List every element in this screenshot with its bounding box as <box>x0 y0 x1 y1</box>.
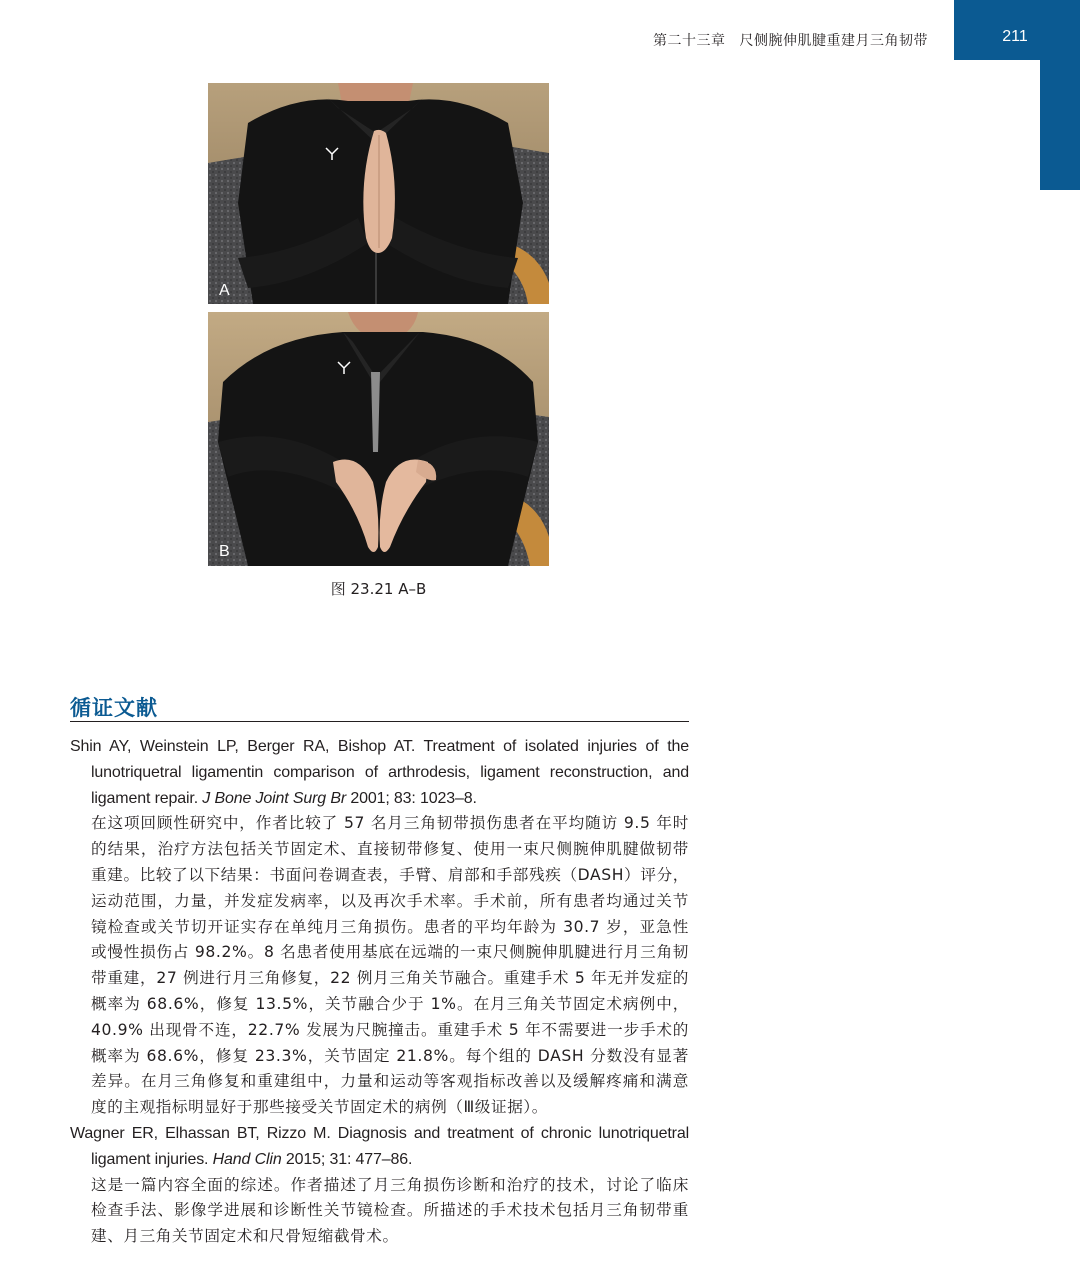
page-tab-strip <box>1040 60 1080 190</box>
chapter-title: 尺侧腕伸肌腱重建月三角韧带 <box>739 33 928 49</box>
reference-citation: Shin AY, Weinstein LP, Berger RA, Bishop AT. Treatment of isolated injuries of the lunotriquetral ligamentin comparison of arthrodesis, ligament reconstruction, and ligament repair. J Bone Joint Surg Br 2001; 83: 1023–8. <box>70 738 689 807</box>
reference-citation: Wagner ER, Elhassan BT, Rizzo M. Diagnosis and treatment of chronic lunotriquetral ligament injuries. Hand Clin 2015; 31: 477–86. <box>70 1124 689 1168</box>
chapter-number: 第二十三章 <box>653 33 726 49</box>
figure-caption: 图 23.21 A–B <box>330 580 427 598</box>
reference-list <box>70 734 689 1250</box>
journal-name: Hand Clin <box>212 1150 282 1168</box>
reference-summary: 这是一篇内容全面的综述。作者描述了月三角损伤诊断和治疗的技术，讨论了临床检查手法、影像学进展和诊断性关节镜检查。所描述的手术技术包括月三角韧带重建、月三角关节固定术和尺骨短缩截骨术。 <box>91 1175 689 1246</box>
reference-summary: 在这项回顾性研究中，作者比较了 57 名月三角韧带损伤患者在平均随访 9.5 年时的结果，治疗方法包括关节固定术、直接韧带修复、使用一束尺侧腕伸肌腱做韧带重建。比较了以下结果：书面问卷调查表，手臂、肩部和手部残疾（DASH）评分，运动范围，力量，并发症发病率，以及再次手术率。手术前，所有患者均通过关节镜检查或关节切开证实存在单纯月三角损伤。患者的平均年龄为 30.7 岁，亚急性或慢性损伤占 98.2%。8 名患者使用基底在远端的一束尺侧腕伸肌腱进行月三角韧带重建，27 例进行月三角修复，22 例月三角关节融合。重建手术 5 年无并发症的概率为 68.6%，修复 13.5%，关节融合少于 1%。在月三角关节固定术病例中，40.9% 出现骨不连，22.7% 发展为尺腕撞击。重建手术 5 年不需要进一步手术的概率为 68.6%，修复 23.3%，关节固定 21.8%。每个组的 DASH 分数没有显著差异。在月三角修复和重建组中，力量和运动等客观指标改善以及缓解疼痛和满意度的主观指标明显好于那些接受关节固定术的病例（Ⅲ级证据）。 <box>91 814 689 1117</box>
journal-name: J Bone Joint Surg Br <box>202 789 347 807</box>
panel-a-label: A <box>219 282 230 299</box>
section-title: 循证文献 <box>70 696 158 720</box>
running-header <box>653 30 928 50</box>
figure-photo-b <box>208 312 549 566</box>
panel-b-label: B <box>219 543 230 560</box>
section-rule <box>70 721 689 722</box>
figure-photo-a <box>208 83 549 304</box>
page-number: 211 <box>1002 28 1028 45</box>
